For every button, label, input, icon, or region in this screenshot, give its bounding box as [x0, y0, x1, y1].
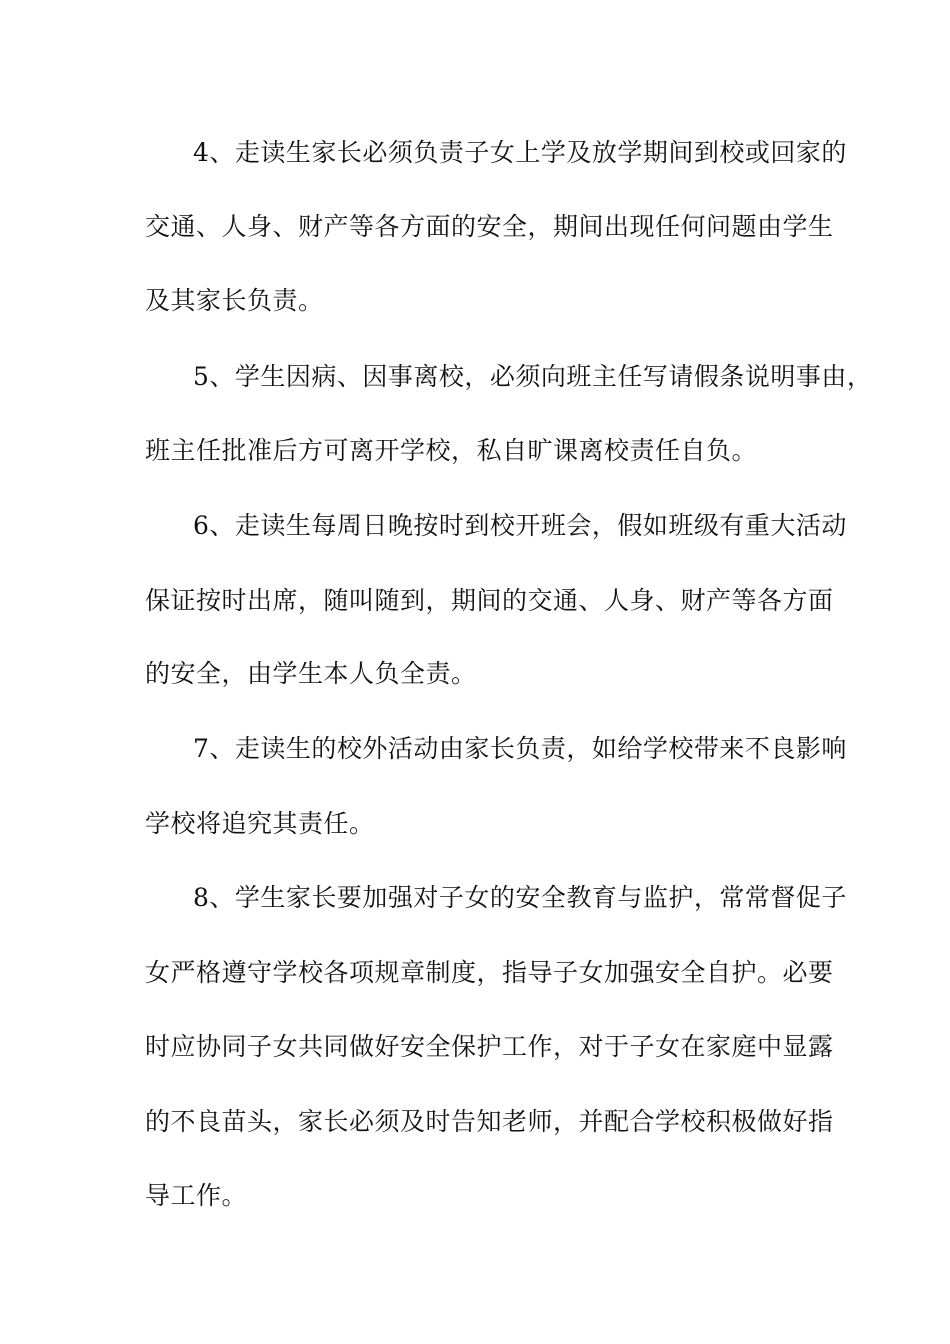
- paragraph-8-line-1: 8、学生家长要加强对子女的安全教育与监护，常常督促子: [193, 883, 847, 912]
- paragraph-6-line-2: 保证按时出席，随叫随到，期间的交通、人身、财产等各方面: [145, 586, 834, 615]
- paragraph-4-line-1: 4、走读生家长必须负责子女上学及放学期间到校或回家的: [193, 138, 847, 167]
- paragraph-7-line-1: 7、走读生的校外活动由家长负责，如给学校带来不良影响: [193, 734, 847, 763]
- paragraph-4-line-3: 及其家长负责。: [145, 286, 324, 315]
- paragraph-7-line-2: 学校将追究其责任。: [145, 809, 375, 838]
- paragraph-8-line-3: 时应协同子女共同做好安全保护工作，对于子女在家庭中显露: [145, 1032, 834, 1061]
- paragraph-5-line-1: 5、学生因病、因事离校，必须向班主任写请假条说明事由，: [193, 362, 873, 391]
- paragraph-6-line-3: 的安全，由学生本人负全责。: [145, 659, 477, 688]
- paragraph-8-line-5: 导工作。: [145, 1181, 248, 1210]
- paragraph-5-line-2: 班主任批准后方可离开学校，私自旷课离校责任自负。: [145, 436, 758, 465]
- paragraph-6-line-1: 6、走读生每周日晚按时到校开班会，假如班级有重大活动: [193, 511, 847, 540]
- paragraph-8-line-4: 的不良苗头，家长必须及时告知老师，并配合学校积极做好指: [145, 1107, 834, 1136]
- paragraph-4-line-2: 交通、人身、财产等各方面的安全，期间出现任何问题由学生: [145, 212, 834, 241]
- paragraph-8-line-2: 女严格遵守学校各项规章制度，指导子女加强安全自护。必要: [145, 958, 834, 987]
